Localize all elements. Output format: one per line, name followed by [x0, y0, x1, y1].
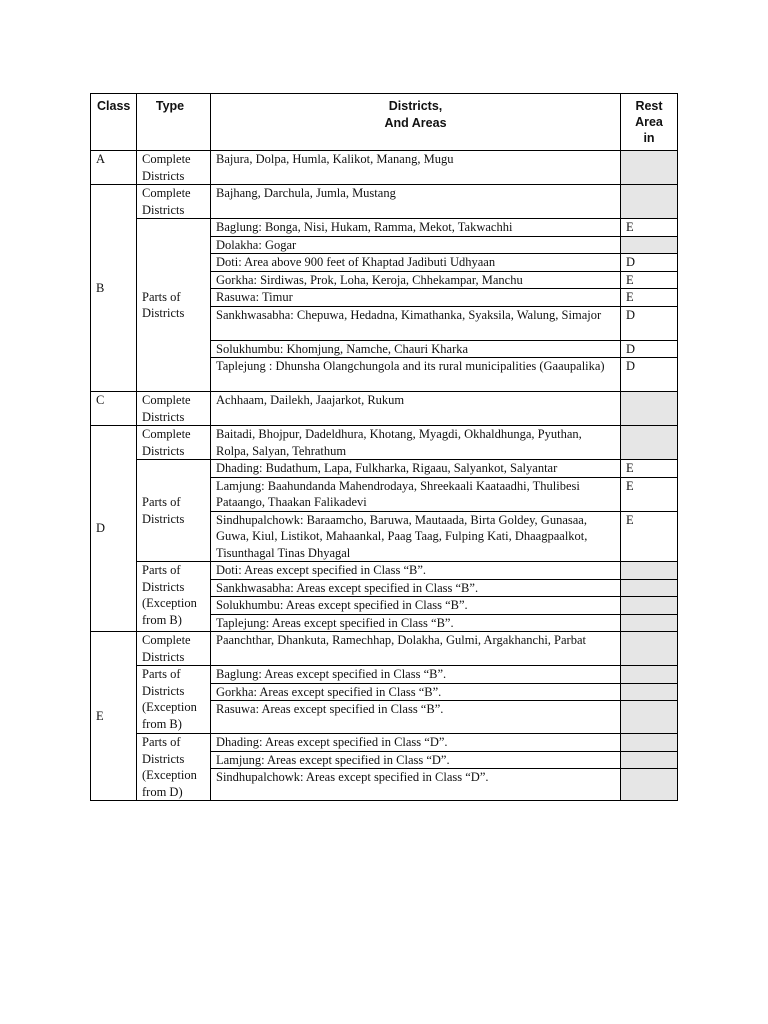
districts-cell: Baitadi, Bhojpur, Dadeldhura, Khotang, Myagdi, Okhaldhunga, Pyuthan, Rolpa, Salyan, Tehrathum: [211, 426, 621, 460]
districts-cell: Dhading: Budathum, Lapa, Fulkharka, Rigaau, Salyankot, Salyantar: [211, 460, 621, 478]
type-cell: Complete Districts: [137, 392, 211, 426]
districts-cell: Rasuwa: Timur: [211, 289, 621, 307]
rest-cell: [621, 614, 678, 632]
rest-cell: [621, 185, 678, 219]
header-districts-line1: Districts,: [388, 99, 443, 113]
rest-cell: D: [621, 340, 678, 358]
header-rest-line2: Area: [635, 115, 663, 129]
districts-cell: Lamjung: Baahundanda Mahendrodaya, Shreekaali Kaataadhi, Thulibesi Pataango, Thaakan Falikadevi: [211, 477, 621, 511]
rest-cell: [621, 597, 678, 615]
districts-cell: Doti: Areas except specified in Class “B”.: [211, 562, 621, 580]
districts-cell: Paanchthar, Dhankuta, Ramechhap, Dolakha, Gulmi, Argakhanchi, Parbat: [211, 632, 621, 666]
districts-cell: Sankhwasabha: Areas except specified in Class “B”.: [211, 579, 621, 597]
header-rest-line3: in: [643, 131, 655, 145]
districts-cell: Solukhumbu: Areas except specified in Class “B”.: [211, 597, 621, 615]
type-cell: Parts of Districts: [137, 460, 211, 562]
rest-cell: E: [621, 477, 678, 511]
table-row: [91, 392, 678, 426]
type-cell: Parts of Districts: [137, 219, 211, 392]
table-row: [91, 426, 678, 460]
rest-cell: [621, 769, 678, 801]
rest-cell: [621, 666, 678, 684]
type-cell: Parts of Districts (Exception from D): [137, 734, 211, 801]
districts-cell: Rasuwa: Areas except specified in Class “B”.: [211, 701, 621, 734]
rest-cell: [621, 562, 678, 580]
districts-cell: Taplejung: Areas except specified in Class “B”.: [211, 614, 621, 632]
rest-cell: E: [621, 460, 678, 478]
rest-cell: [621, 701, 678, 734]
rest-cell: [621, 734, 678, 752]
districts-cell: Achhaam, Dailekh, Jaajarkot, Rukum: [211, 392, 621, 426]
table-row: [91, 151, 678, 185]
rest-cell: E: [621, 511, 678, 562]
rest-cell: D: [621, 254, 678, 272]
header-rest-area: [621, 94, 678, 151]
table-row: [91, 666, 678, 684]
districts-cell: Gorkha: Areas except specified in Class “B”.: [211, 683, 621, 701]
class-cell-e: E: [91, 632, 137, 801]
header-districts-line2: And Areas: [384, 115, 447, 130]
classification-table: [90, 93, 678, 801]
districts-cell: Sindhupalchowk: Areas except specified in Class “D”.: [211, 769, 621, 801]
header-rest-line1: Rest: [635, 99, 663, 113]
type-cell: Parts of Districts (Exception from B): [137, 666, 211, 734]
table-row: [91, 632, 678, 666]
districts-cell: Gorkha: Sirdiwas, Prok, Loha, Keroja, Chhekampar, Manchu: [211, 271, 621, 289]
districts-cell: Baglung: Bonga, Nisi, Hukam, Ramma, Mekot, Takwachhi: [211, 219, 621, 237]
districts-cell: Bajhang, Darchula, Jumla, Mustang: [211, 185, 621, 219]
rest-cell: [621, 683, 678, 701]
rest-cell: [621, 426, 678, 460]
rest-cell: [621, 151, 678, 185]
rest-cell: D: [621, 306, 678, 340]
class-cell-c: C: [91, 392, 137, 426]
districts-cell: Dolakha: Gogar: [211, 236, 621, 254]
type-cell: Complete Districts: [137, 151, 211, 185]
districts-cell: Lamjung: Areas except specified in Class “D”.: [211, 751, 621, 769]
class-cell-b: B: [91, 185, 137, 392]
table-row: [91, 185, 678, 219]
header-type: Type: [137, 94, 211, 151]
districts-cell: Bajura, Dolpa, Humla, Kalikot, Manang, Mugu: [211, 151, 621, 185]
rest-cell: [621, 236, 678, 254]
class-cell-d: D: [91, 426, 137, 632]
header-row: [91, 94, 678, 151]
rest-cell: [621, 751, 678, 769]
districts-cell: Doti: Area above 900 feet of Khaptad Jadibuti Udhyaan: [211, 254, 621, 272]
rest-cell: [621, 392, 678, 426]
table-row: [91, 734, 678, 752]
districts-cell: Dhading: Areas except specified in Class “D”.: [211, 734, 621, 752]
table-row: [91, 460, 678, 478]
type-cell: Complete Districts: [137, 632, 211, 666]
header-districts: [211, 94, 621, 151]
rest-cell: [621, 579, 678, 597]
header-class: Class: [91, 94, 137, 151]
table-row: [91, 562, 678, 580]
districts-cell: Sindhupalchowk: Baraamcho, Baruwa, Mautaada, Birta Goldey, Gunasaa, Guwa, Kiul, Listikot, Mahaankal, Paag Taag, Fulping Kati, Dhaagpaalkot, Tisunthagal Tinas Dhyagal: [211, 511, 621, 562]
districts-cell: Solukhumbu: Khomjung, Namche, Chauri Kharka: [211, 340, 621, 358]
type-cell: Parts of Districts (Exception from B): [137, 562, 211, 632]
rest-cell: E: [621, 219, 678, 237]
rest-cell: [621, 632, 678, 666]
rest-cell: E: [621, 289, 678, 307]
rest-cell: D: [621, 358, 678, 392]
rest-cell: E: [621, 271, 678, 289]
class-cell-a: A: [91, 151, 137, 185]
type-cell: Complete Districts: [137, 185, 211, 219]
districts-cell: Taplejung : Dhunsha Olangchungola and its rural municipalities (Gaaupalika): [211, 358, 621, 392]
districts-cell: Baglung: Areas except specified in Class “B”.: [211, 666, 621, 684]
districts-cell: Sankhwasabha: Chepuwa, Hedadna, Kimathanka, Syaksila, Walung, Simajor: [211, 306, 621, 340]
type-cell: Complete Districts: [137, 426, 211, 460]
table-row: [91, 219, 678, 237]
